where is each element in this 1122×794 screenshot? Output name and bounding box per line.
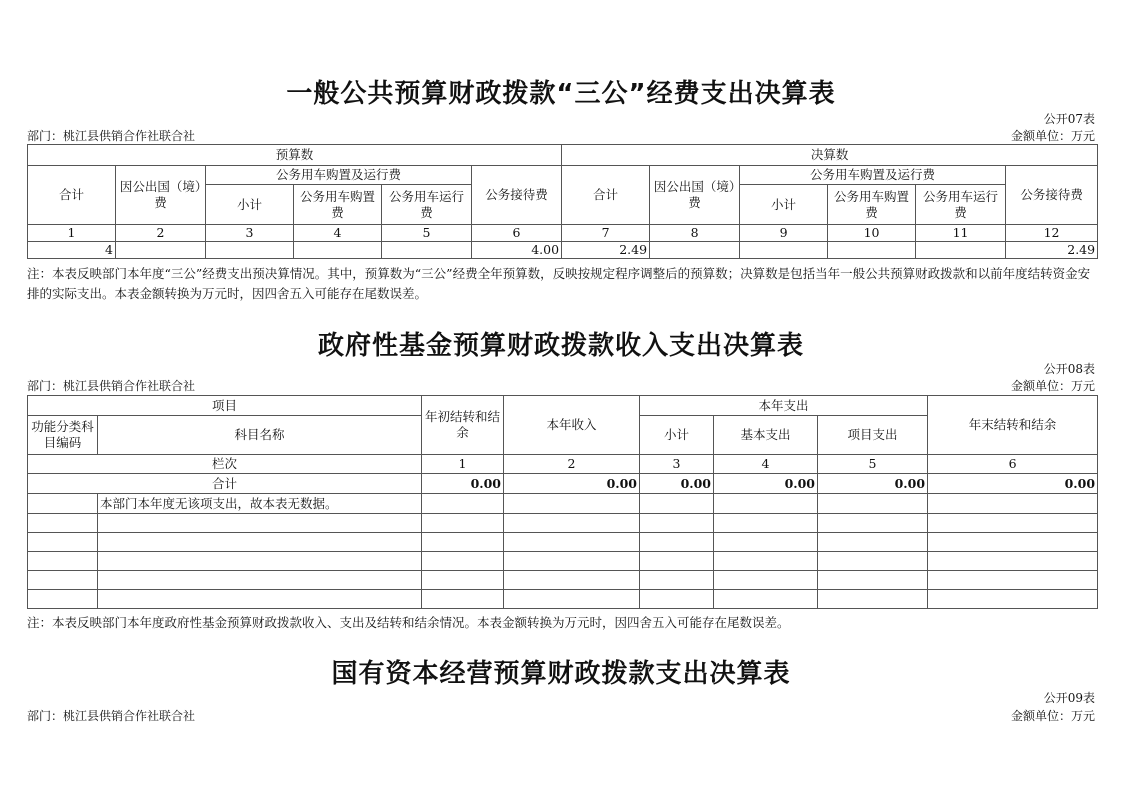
value-cell (294, 242, 382, 259)
empty-cell (818, 514, 928, 533)
final-abroad-header: 因公出国（境）费 (650, 166, 740, 225)
empty-cell (640, 514, 714, 533)
budget-reception-header: 公务接待费 (472, 166, 562, 225)
table08-unit: 金额单位：万元 (1010, 379, 1095, 393)
empty-cell (818, 494, 928, 514)
empty-cell (504, 494, 640, 514)
col-index: 4 (294, 225, 382, 242)
empty-cell (714, 494, 818, 514)
table09-title: 国有资本经营预算财政拨款支出决算表 (331, 659, 791, 689)
empty-cell (98, 590, 422, 609)
col-index: 2 (116, 225, 206, 242)
col-index: 3 (640, 455, 714, 474)
begin-balance-header: 年初结转和结余 (422, 396, 504, 455)
empty-cell (422, 590, 504, 609)
empty-cell (422, 514, 504, 533)
empty-cell (818, 533, 928, 552)
col-index: 10 (828, 225, 916, 242)
basic-expense-header: 基本支出 (714, 416, 818, 455)
value-cell (916, 242, 1006, 259)
end-balance-header: 年末结转和结余 (928, 396, 1098, 455)
final-total-header: 合计 (562, 166, 650, 225)
empty-cell (28, 494, 98, 514)
empty-cell (422, 533, 504, 552)
total-value: 0.00 (640, 474, 714, 494)
empty-cell (640, 552, 714, 571)
empty-cell (818, 552, 928, 571)
value-cell (740, 242, 828, 259)
total-label: 合计 (28, 474, 422, 494)
empty-cell (98, 533, 422, 552)
value-cell: 2.49 (1006, 242, 1098, 259)
empty-cell (714, 514, 818, 533)
item-header: 项目 (28, 396, 422, 416)
empty-cell (928, 514, 1098, 533)
final-header: 决算数 (562, 145, 1098, 166)
table07-department: 部门：桃江县供销合作社联合社 (27, 129, 196, 143)
empty-cell (98, 514, 422, 533)
empty-cell (504, 590, 640, 609)
col-index: 7 (562, 225, 650, 242)
empty-cell (928, 552, 1098, 571)
col-index: 3 (206, 225, 294, 242)
empty-cell (98, 571, 422, 590)
value-cell (206, 242, 294, 259)
budget-total-header: 合计 (28, 166, 116, 225)
table07-title: 一般公共预算财政拨款“三公”经费支出决算表 (286, 79, 836, 109)
col-index: 11 (916, 225, 1006, 242)
empty-cell (928, 590, 1098, 609)
final-reception-header: 公务接待费 (1006, 166, 1098, 225)
table08-title: 政府性基金预算财政拨款收入支出决算表 (317, 331, 804, 361)
value-cell: 4.00 (472, 242, 562, 259)
empty-cell (714, 533, 818, 552)
table07-note: 注：本表反映部门本年度“三公”经费支出预决算情况。其中，预算数为“三公”经费全年预算数，反映按规定程序调整后的预算数；决算数是包括当年一般公共预算财政拨款和以前年度结转资金安排的实际支出。本表金额转换为万元时，因四舍五入可能存在尾数误差。 (27, 266, 1091, 301)
empty-cell (640, 494, 714, 514)
final-carrun-header: 公务用车运行费 (916, 185, 1006, 225)
table08 (27, 395, 1098, 609)
budget-carrun-header: 公务用车运行费 (382, 185, 472, 225)
table08-code: 公开08表 (1043, 362, 1095, 376)
col-index: 2 (504, 455, 640, 474)
empty-cell (422, 571, 504, 590)
budget-carbuy-header: 公务用车购置费 (294, 185, 382, 225)
empty-cell (714, 552, 818, 571)
empty-cell (28, 590, 98, 609)
subtotal-header: 小计 (640, 416, 714, 455)
col-index: 5 (818, 455, 928, 474)
table07-code: 公开07表 (1043, 112, 1095, 126)
code-header: 功能分类科目编码 (28, 416, 98, 455)
empty-cell (504, 571, 640, 590)
final-subtotal-header: 小计 (740, 185, 828, 225)
empty-cell (504, 533, 640, 552)
col-index: 5 (382, 225, 472, 242)
table09-unit: 金额单位：万元 (1010, 709, 1095, 723)
budget-abroad-header: 因公出国（境）费 (116, 166, 206, 225)
no-data-message: 本部门本年度无该项支出，故本表无数据。 (98, 494, 422, 514)
col-index: 4 (714, 455, 818, 474)
total-value: 0.00 (818, 474, 928, 494)
table07-unit: 金额单位：万元 (1010, 129, 1095, 143)
empty-cell (28, 514, 98, 533)
col-index: 6 (472, 225, 562, 242)
empty-cell (28, 533, 98, 552)
empty-cell (640, 590, 714, 609)
table09-code: 公开09表 (1043, 691, 1095, 705)
value-cell (828, 242, 916, 259)
table08-note: 注：本表反映部门本年度政府性基金预算财政拨款收入、支出及结转和结余情况。本表金额转换为万元时，因四舍五入可能存在尾数误差。 (27, 615, 790, 630)
total-value: 0.00 (928, 474, 1098, 494)
empty-cell (504, 514, 640, 533)
final-car-header: 公务用车购置及运行费 (740, 166, 1006, 185)
total-value: 0.00 (422, 474, 504, 494)
col-index: 1 (28, 225, 116, 242)
empty-cell (28, 571, 98, 590)
empty-cell (818, 571, 928, 590)
col-index: 6 (928, 455, 1098, 474)
empty-cell (422, 494, 504, 514)
name-header: 科目名称 (98, 416, 422, 455)
col-index: 9 (740, 225, 828, 242)
project-expense-header: 项目支出 (818, 416, 928, 455)
total-value: 0.00 (714, 474, 818, 494)
value-cell (650, 242, 740, 259)
value-cell (382, 242, 472, 259)
value-cell: 2.49 (562, 242, 650, 259)
empty-cell (818, 590, 928, 609)
expense-header: 本年支出 (640, 396, 928, 416)
budget-subtotal-header: 小计 (206, 185, 294, 225)
empty-cell (640, 533, 714, 552)
table07 (27, 144, 1098, 259)
income-header: 本年收入 (504, 396, 640, 455)
empty-cell (504, 552, 640, 571)
empty-cell (422, 552, 504, 571)
value-cell (116, 242, 206, 259)
col-index: 8 (650, 225, 740, 242)
empty-cell (28, 552, 98, 571)
table09-department: 部门：桃江县供销合作社联合社 (27, 709, 196, 723)
col-index: 1 (422, 455, 504, 474)
budget-header: 预算数 (28, 145, 562, 166)
total-value: 0.00 (504, 474, 640, 494)
column-number-label: 栏次 (28, 455, 422, 474)
empty-cell (928, 571, 1098, 590)
empty-cell (714, 571, 818, 590)
final-carbuy-header: 公务用车购置费 (828, 185, 916, 225)
col-index: 12 (1006, 225, 1098, 242)
empty-cell (714, 590, 818, 609)
budget-car-header: 公务用车购置及运行费 (206, 166, 472, 185)
empty-cell (928, 494, 1098, 514)
empty-cell (928, 533, 1098, 552)
value-cell: 4 (28, 242, 116, 259)
empty-cell (98, 552, 422, 571)
table08-department: 部门：桃江县供销合作社联合社 (27, 379, 196, 393)
empty-cell (640, 571, 714, 590)
